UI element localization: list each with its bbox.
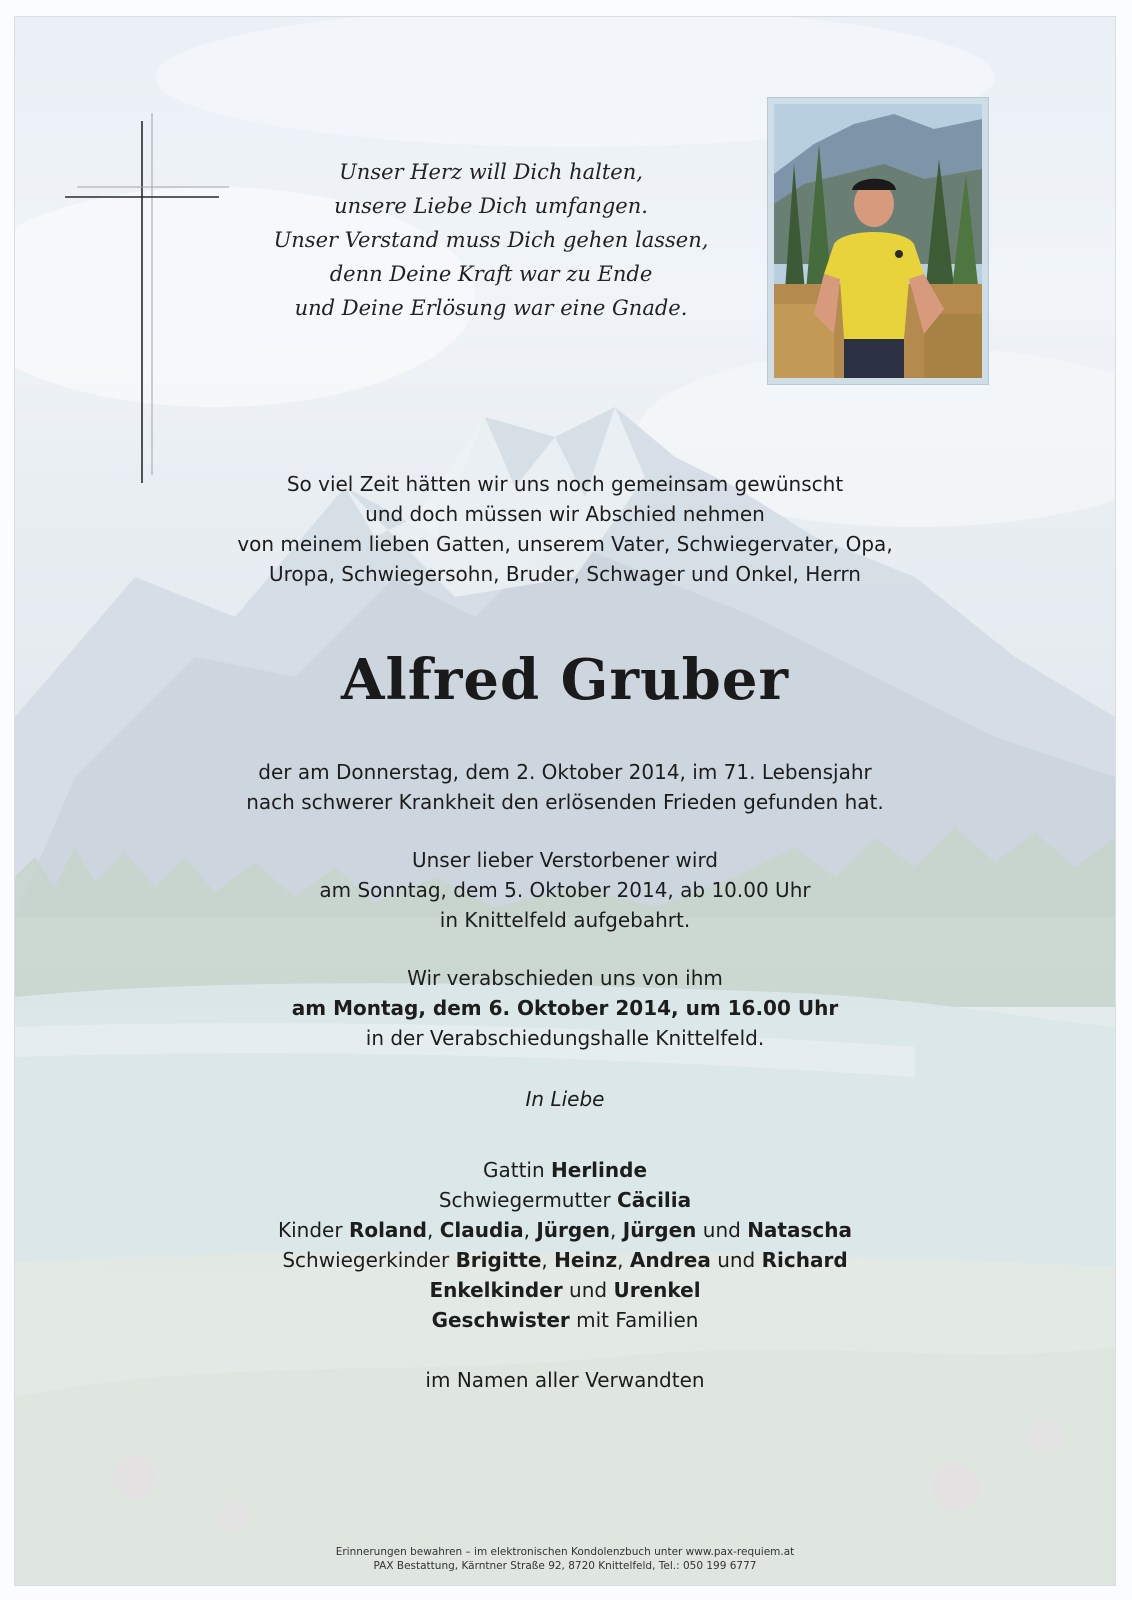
name: Herlinde	[551, 1158, 648, 1182]
footer-condolence-line: Erinnerungen bewahren – im elektronischen Kondolenzbuch unter www.pax-requiem.at	[335, 1546, 795, 1558]
conjunction: und	[702, 1218, 741, 1242]
death-line: der am Donnerstag, dem 2. Oktober 2014, im 71. Lebensjahr	[258, 760, 872, 784]
name: Urenkel	[613, 1278, 701, 1302]
farewell-line: Wir verabschieden uns von ihm	[407, 966, 723, 990]
closing-text: im Namen aller Verwandten	[425, 1368, 705, 1392]
name: Geschwister	[431, 1308, 570, 1332]
label: Gattin	[482, 1158, 545, 1182]
label: Kinder	[278, 1218, 343, 1242]
farewell-info	[15, 963, 1115, 1053]
poem-line: unsere Liebe Dich umfangen.	[334, 194, 648, 218]
viewing-line: Unser lieber Verstorbener wird	[411, 848, 719, 872]
name: Heinz	[554, 1248, 618, 1272]
intro-line: So viel Zeit hätten wir uns noch gemeinsam gewünscht	[286, 472, 844, 496]
relative-children: Kinder Roland, Claudia, Jürgen, Jürgen und Natascha	[278, 1218, 852, 1242]
relative-siblings	[15, 1305, 1115, 1335]
name: Jürgen	[536, 1218, 611, 1242]
relative-mother-in-law	[15, 1185, 1115, 1215]
viewing-info	[15, 845, 1115, 935]
farewell-date: am Montag, dem 6. Oktober 2014, um 16.00 Uhr	[291, 996, 839, 1020]
conjunction: und	[569, 1278, 608, 1302]
in-love-label: In Liebe	[525, 1087, 605, 1111]
label: Schwiegerkinder	[282, 1248, 450, 1272]
death-line: nach schwerer Krankheit den erlösenden Frieden gefunden hat.	[246, 790, 884, 814]
relative-grandchildren	[15, 1275, 1115, 1305]
relative-wife	[15, 1155, 1115, 1185]
conjunction: und	[717, 1248, 756, 1272]
suffix: mit Familien	[576, 1308, 699, 1332]
name: Andrea	[629, 1248, 711, 1272]
portrait-photo	[767, 97, 989, 385]
name: Brigitte	[455, 1248, 542, 1272]
intro-text	[15, 469, 1115, 589]
memorial-poem	[211, 155, 771, 325]
name: Natascha	[747, 1218, 852, 1242]
poem-line: Unser Herz will Dich halten,	[339, 160, 643, 184]
intro-line: von meinem lieben Gatten, unserem Vater, Schwiegervater, Opa,	[237, 532, 893, 556]
viewing-line: am Sonntag, dem 5. Oktober 2014, ab 10.00 Uhr	[319, 878, 811, 902]
name: Roland	[348, 1218, 427, 1242]
farewell-place: in der Verabschiedungshalle Knittelfeld.	[365, 1026, 765, 1050]
name: Richard	[761, 1248, 848, 1272]
name: Cäcilia	[617, 1188, 692, 1212]
name: Claudia	[439, 1218, 524, 1242]
obituary-card	[14, 16, 1116, 1586]
poem-line: und Deine Erlösung war eine Gnade.	[294, 296, 688, 320]
relative-children-in-law: Schwiegerkinder Brigitte, Heinz, Andrea und Richard	[282, 1248, 848, 1272]
relatives-list	[15, 1155, 1115, 1335]
portrait-image	[774, 104, 982, 378]
intro-line: Uropa, Schwiegersohn, Bruder, Schwager und Onkel, Herrn	[268, 562, 861, 586]
name: Jürgen	[622, 1218, 697, 1242]
intro-line: und doch müssen wir Abschied nehmen	[365, 502, 765, 526]
deceased-name: Alfred Gruber	[341, 647, 789, 713]
death-notice	[15, 757, 1115, 817]
label: Schwiegermutter	[438, 1188, 611, 1212]
poem-line: Unser Verstand muss Dich gehen lassen,	[273, 228, 709, 252]
viewing-line: in Knittelfeld aufgebahrt.	[439, 908, 691, 932]
name: Enkelkinder	[429, 1278, 563, 1302]
poem-line: denn Deine Kraft war zu Ende	[329, 262, 653, 286]
footer-address-line: PAX Bestattung, Kärntner Straße 92, 8720 Knittelfeld, Tel.: 050 199 6777	[373, 1560, 757, 1572]
